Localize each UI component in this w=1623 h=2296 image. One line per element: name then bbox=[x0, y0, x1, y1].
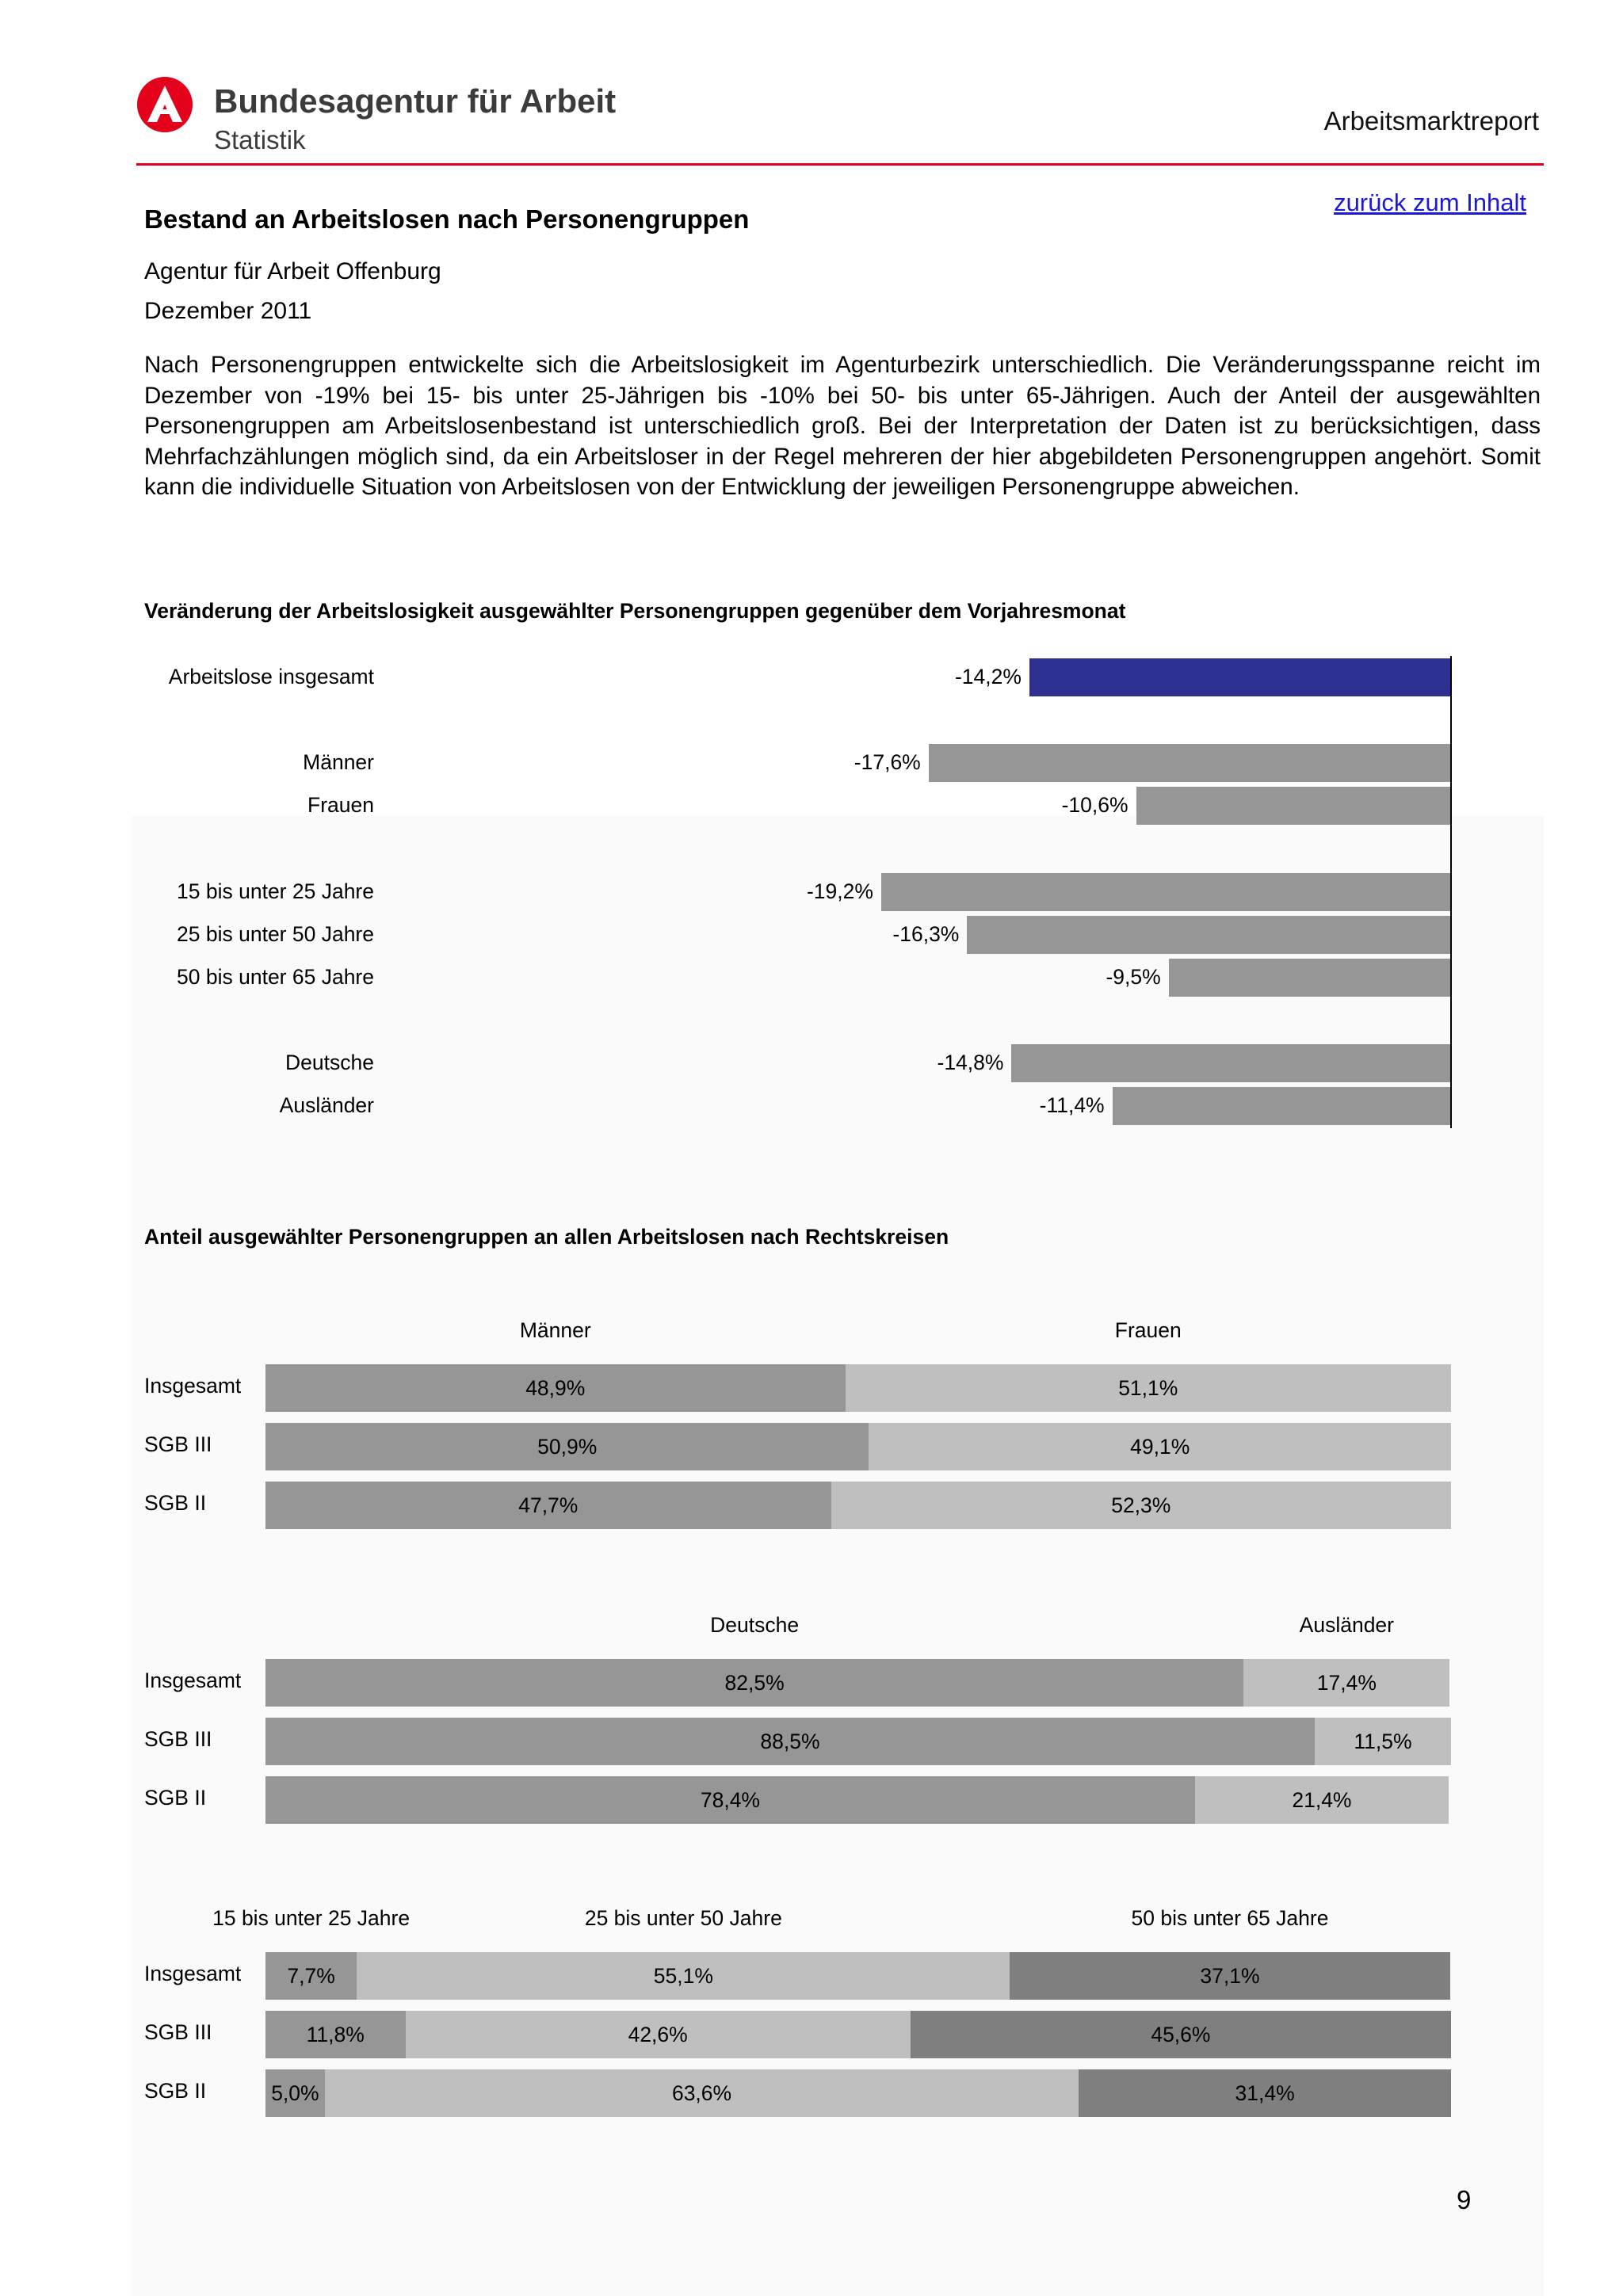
chart-share-segment-label: 31,4% bbox=[1235, 2081, 1295, 2105]
chart-change-category-label: 25 bis unter 50 Jahre bbox=[177, 922, 374, 946]
chart-change-bar bbox=[1136, 787, 1450, 825]
chart-share-segment-label: 45,6% bbox=[1151, 2023, 1211, 2046]
chart-change-bar bbox=[1169, 959, 1450, 997]
report-period: Dezember 2011 bbox=[144, 298, 312, 324]
chart-change-bar bbox=[967, 916, 1450, 954]
chart-share-legend-label: 50 bis unter 65 Jahre bbox=[1131, 1906, 1329, 1930]
agency-name: Agentur für Arbeit Offenburg bbox=[144, 258, 441, 284]
chart-share-row-label: SGB III bbox=[144, 2020, 212, 2044]
chart-share-segment-label: 5,0% bbox=[271, 2081, 319, 2105]
chart-change-value-label: -11,4% bbox=[1039, 1093, 1105, 1117]
chart-change-value-label: -14,8% bbox=[937, 1051, 1004, 1074]
chart-share-row-label: Insgesamt bbox=[144, 1962, 242, 1985]
chart-change-bar bbox=[881, 873, 1450, 911]
chart-change-value-label: -14,2% bbox=[954, 665, 1022, 688]
chart-change-value-label: -19,2% bbox=[806, 879, 873, 903]
chart-share-segment-label: 88,5% bbox=[760, 1730, 820, 1753]
chart-share-legend-label: 25 bis unter 50 Jahre bbox=[584, 1906, 782, 1930]
page-title: Bestand an Arbeitslosen nach Personengruppen bbox=[144, 204, 750, 234]
chart-change-axis bbox=[1450, 656, 1452, 1128]
chart-change-bar bbox=[1113, 1087, 1450, 1125]
chart-change-category-label: Frauen bbox=[307, 793, 374, 817]
chart-share-row-label: SGB II bbox=[144, 1786, 207, 1810]
chart-share-segment-label: 21,4% bbox=[1292, 1788, 1352, 1812]
chart-share-row-label: Insgesamt bbox=[144, 1669, 242, 1692]
chart-change-bar bbox=[929, 744, 1450, 782]
chart-share-row-label: SGB III bbox=[144, 1432, 212, 1456]
chart-change-value-label: -17,6% bbox=[854, 750, 921, 774]
chart-share-row-label: Insgesamt bbox=[144, 1374, 242, 1398]
chart-share-segment-label: 17,4% bbox=[1316, 1671, 1377, 1695]
chart-share-segment-label: 78,4% bbox=[700, 1788, 760, 1812]
chart-share-segment-label: 82,5% bbox=[724, 1671, 785, 1695]
chart-share-segment-label: 7,7% bbox=[287, 1964, 335, 1988]
chart-change-value-label: -16,3% bbox=[892, 922, 960, 946]
chart-share-segment-label: 49,1% bbox=[1130, 1435, 1190, 1459]
chart-share-segment-label: 55,1% bbox=[653, 1964, 713, 1988]
chart-change-title: Veränderung der Arbeitslosigkeit ausgewählter Personengruppen gegenüber dem Vorjahresmonat bbox=[144, 599, 1126, 623]
chart-share-legend-label: Ausländer bbox=[1299, 1613, 1394, 1637]
chart-change-value-label: -10,6% bbox=[1061, 793, 1128, 817]
chart-share-title: Anteil ausgewählter Personengruppen an allen Arbeitslosen nach Rechtskreisen bbox=[144, 1225, 949, 1249]
chart-share-row-label: SGB III bbox=[144, 1727, 212, 1751]
back-to-contents-link[interactable]: zurück zum Inhalt bbox=[1334, 189, 1526, 216]
page-number: 9 bbox=[1457, 2185, 1472, 2214]
chart-share-row-label: SGB II bbox=[144, 2079, 207, 2103]
chart-change-bar bbox=[1029, 658, 1450, 696]
intro-paragraph: Nach Personengruppen entwickelte sich die Arbeitslosigkeit im Agenturbezirk unterschiedlich. Die Veränderungsspanne reicht im Dezember von -19% bei 15- bis unter 25-Jährigen bis -10% bei 50- bis unter 65-Jährigen. Auch der Anteil der ausgewählten Personengruppen am Arbeitslosenbestand ist unterschiedlich groß. Bei der Interpretation der Daten ist zu berücksichtigen, dass Mehrfachzählungen möglich sind, da ein Arbeitsloser in der Regel mehreren der hier abgebildeten Personengruppen angehört. Somit kann die individuelle Situation von Arbeitslosen von der Entwicklung der jeweiligen Personengruppe abweichen. bbox=[144, 352, 1541, 500]
chart-change-category-label: Deutsche bbox=[285, 1051, 374, 1074]
chart-change-category-label: Ausländer bbox=[279, 1093, 374, 1117]
chart-change-value-label: -9,5% bbox=[1106, 965, 1161, 989]
chart-share-segment-label: 48,9% bbox=[525, 1376, 586, 1400]
chart-change-category-label: Männer bbox=[303, 750, 374, 774]
chart-share-legend-label: Deutsche bbox=[710, 1613, 800, 1637]
chart-share-segment-label: 52,3% bbox=[1111, 1493, 1171, 1517]
org-subtitle: Statistik bbox=[214, 125, 306, 154]
header-divider bbox=[136, 163, 1544, 166]
chart-change-bar bbox=[1011, 1044, 1450, 1082]
chart-change-category-label: 15 bis unter 25 Jahre bbox=[177, 879, 374, 903]
chart-share-segment-label: 11,5% bbox=[1354, 1730, 1412, 1753]
chart-share-segment-label: 50,9% bbox=[537, 1435, 598, 1459]
org-name: Bundesagentur für Arbeit bbox=[214, 82, 617, 120]
chart-change-category-label: Arbeitslose insgesamt bbox=[168, 665, 374, 688]
chart-share-segment-label: 51,1% bbox=[1118, 1376, 1178, 1400]
chart-share-legend-label: Männer bbox=[519, 1318, 591, 1342]
chart-change-category-label: 50 bis unter 65 Jahre bbox=[177, 965, 374, 989]
chart-share-legend-label: Frauen bbox=[1114, 1318, 1182, 1342]
chart-share-legend-label: 15 bis unter 25 Jahre bbox=[212, 1906, 411, 1930]
chart-share-row-label: SGB II bbox=[144, 1491, 207, 1515]
chart-share-segment-label: 42,6% bbox=[628, 2023, 688, 2046]
ba-logo-icon bbox=[136, 76, 198, 133]
chart-share-segment-label: 11,8% bbox=[306, 2023, 365, 2046]
chart-share-segment-label: 37,1% bbox=[1200, 1964, 1260, 1988]
report-title: Arbeitsmarktreport bbox=[1323, 106, 1539, 135]
chart-share-segment-label: 63,6% bbox=[671, 2081, 732, 2105]
chart-share-segment-label: 47,7% bbox=[518, 1493, 579, 1517]
